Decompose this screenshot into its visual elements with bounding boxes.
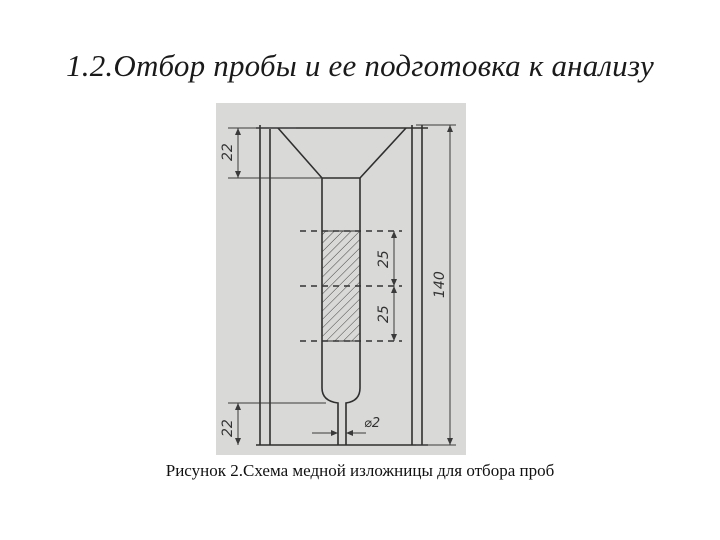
figure-caption: Рисунок 2.Схема медной изложницы для отбора проб xyxy=(165,461,555,480)
dim-diameter: ⌀2 xyxy=(364,416,381,431)
dim-bottom-22: 22 xyxy=(220,419,236,437)
dim-section-lower: 25 xyxy=(376,305,392,323)
dim-section-upper: 25 xyxy=(376,250,392,268)
mold-drawing xyxy=(216,103,466,455)
slide-title: 1.2.Отбор пробы и ее подготовка к анализу xyxy=(66,48,654,83)
dim-total-140: 140 xyxy=(432,271,448,298)
dim-top-22: 22 xyxy=(220,143,236,161)
